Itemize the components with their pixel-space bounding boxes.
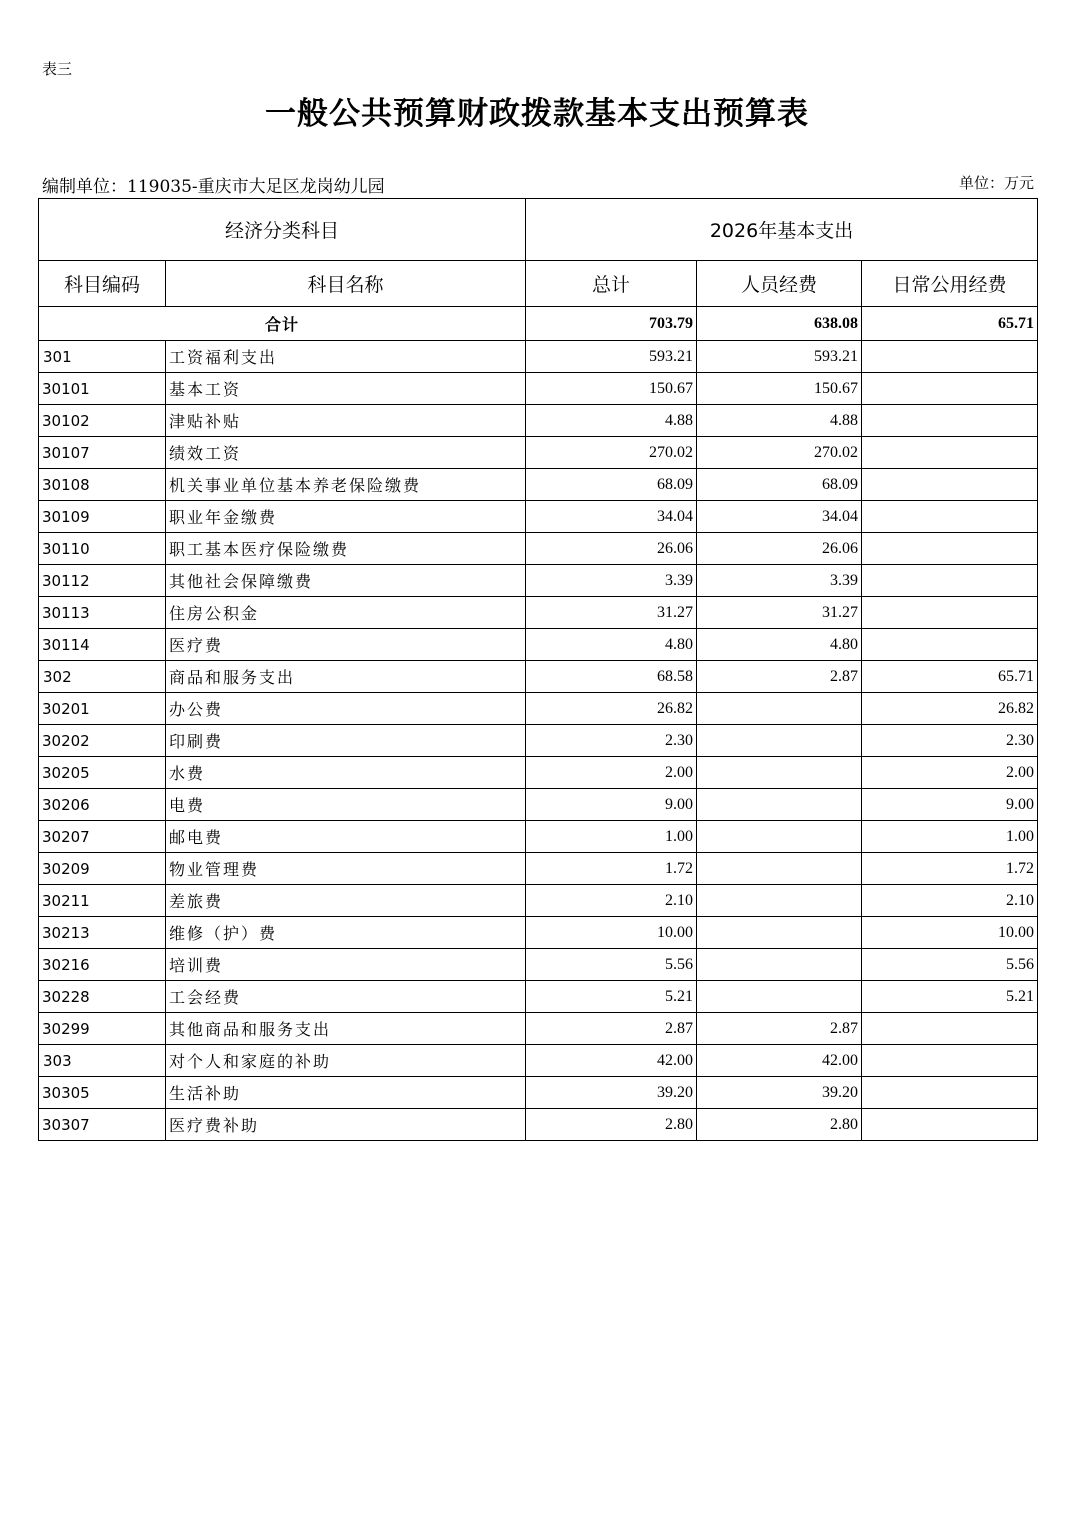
row-code: 30102: [39, 405, 166, 437]
row-code: 30228: [39, 981, 166, 1013]
row-personnel: [697, 789, 862, 821]
row-personnel: [697, 917, 862, 949]
row-personnel: 4.88: [697, 405, 862, 437]
total-public: 65.71: [862, 307, 1038, 341]
row-public: [862, 373, 1038, 405]
row-total: 10.00: [526, 917, 697, 949]
row-public: [862, 533, 1038, 565]
row-personnel: 39.20: [697, 1077, 862, 1109]
header-total: 总计: [526, 261, 697, 307]
row-name: 印刷费: [166, 725, 526, 757]
row-name: 基本工资: [166, 373, 526, 405]
row-total: 42.00: [526, 1045, 697, 1077]
row-code: 30213: [39, 917, 166, 949]
row-code: 302: [39, 661, 166, 693]
row-total: 4.88: [526, 405, 697, 437]
row-name: 津贴补贴: [166, 405, 526, 437]
table-row: [39, 373, 1038, 405]
header-public: 日常公用经费: [862, 261, 1038, 307]
row-personnel: 4.80: [697, 629, 862, 661]
row-public: 1.72: [862, 853, 1038, 885]
row-name: 职工基本医疗保险缴费: [166, 533, 526, 565]
row-personnel: [697, 725, 862, 757]
table-row: [39, 725, 1038, 757]
row-personnel: [697, 981, 862, 1013]
row-total: 2.00: [526, 757, 697, 789]
row-code: 30202: [39, 725, 166, 757]
table-row: [39, 629, 1038, 661]
row-public: [862, 405, 1038, 437]
row-public: [862, 1077, 1038, 1109]
row-public: 1.00: [862, 821, 1038, 853]
header-code: 科目编码: [39, 261, 166, 307]
row-code: 30207: [39, 821, 166, 853]
header-basic-expenditure: 2026年基本支出: [526, 199, 1038, 261]
row-total: 4.80: [526, 629, 697, 661]
row-public: 5.56: [862, 949, 1038, 981]
row-public: [862, 565, 1038, 597]
row-public: [862, 437, 1038, 469]
row-total: 593.21: [526, 341, 697, 373]
row-personnel: 26.06: [697, 533, 862, 565]
table-row: [39, 885, 1038, 917]
row-public: [862, 341, 1038, 373]
header-economic-classification: 经济分类科目: [39, 199, 526, 261]
row-code: 30307: [39, 1109, 166, 1141]
row-public: 65.71: [862, 661, 1038, 693]
row-total: 2.87: [526, 1013, 697, 1045]
row-total: 5.21: [526, 981, 697, 1013]
row-personnel: 593.21: [697, 341, 862, 373]
row-code: 30211: [39, 885, 166, 917]
table-row: [39, 789, 1038, 821]
table-row: [39, 1109, 1038, 1141]
row-total: 26.82: [526, 693, 697, 725]
header-name: 科目名称: [166, 261, 526, 307]
row-personnel: [697, 949, 862, 981]
row-name: 电费: [166, 789, 526, 821]
row-personnel: [697, 885, 862, 917]
row-total: 270.02: [526, 437, 697, 469]
table-row: [39, 501, 1038, 533]
row-total: 2.10: [526, 885, 697, 917]
table-row: [39, 1013, 1038, 1045]
row-name: 其他商品和服务支出: [166, 1013, 526, 1045]
row-name: 办公费: [166, 693, 526, 725]
row-total: 1.72: [526, 853, 697, 885]
table-row: [39, 597, 1038, 629]
row-total: 31.27: [526, 597, 697, 629]
row-name: 其他社会保障缴费: [166, 565, 526, 597]
row-name: 生活补助: [166, 1077, 526, 1109]
table-row: [39, 693, 1038, 725]
row-public: 5.21: [862, 981, 1038, 1013]
table-row: [39, 1045, 1038, 1077]
row-total: 68.58: [526, 661, 697, 693]
row-public: [862, 469, 1038, 501]
row-name: 差旅费: [166, 885, 526, 917]
row-public: [862, 597, 1038, 629]
row-public: 2.30: [862, 725, 1038, 757]
row-public: [862, 1013, 1038, 1045]
table-row: [39, 1077, 1038, 1109]
row-total: 9.00: [526, 789, 697, 821]
row-name: 医疗费补助: [166, 1109, 526, 1141]
row-total: 2.30: [526, 725, 697, 757]
table-row: [39, 533, 1038, 565]
row-total: 39.20: [526, 1077, 697, 1109]
row-personnel: 34.04: [697, 501, 862, 533]
row-public: 10.00: [862, 917, 1038, 949]
row-code: 30113: [39, 597, 166, 629]
row-code: 30108: [39, 469, 166, 501]
table-row: [39, 757, 1038, 789]
row-name: 工会经费: [166, 981, 526, 1013]
compiling-unit: 编制单位：119035-重庆市大足区龙岗幼儿园: [42, 177, 385, 197]
row-code: 30101: [39, 373, 166, 405]
row-code: 30209: [39, 853, 166, 885]
row-public: [862, 629, 1038, 661]
table-row: [39, 949, 1038, 981]
table-row: [39, 469, 1038, 501]
table-row: [39, 981, 1038, 1013]
row-public: [862, 501, 1038, 533]
row-public: 26.82: [862, 693, 1038, 725]
row-code: 30114: [39, 629, 166, 661]
total-row: [39, 307, 1038, 341]
row-personnel: 150.67: [697, 373, 862, 405]
row-code: 30305: [39, 1077, 166, 1109]
row-code: 30112: [39, 565, 166, 597]
row-total: 150.67: [526, 373, 697, 405]
row-code: 30201: [39, 693, 166, 725]
row-code: 30109: [39, 501, 166, 533]
row-code: 30107: [39, 437, 166, 469]
header-personnel: 人员经费: [697, 261, 862, 307]
row-name: 绩效工资: [166, 437, 526, 469]
row-total: 68.09: [526, 469, 697, 501]
row-total: 5.56: [526, 949, 697, 981]
total-personnel: 638.08: [697, 307, 862, 341]
row-personnel: [697, 757, 862, 789]
row-total: 1.00: [526, 821, 697, 853]
row-public: 2.00: [862, 757, 1038, 789]
row-name: 维修（护）费: [166, 917, 526, 949]
row-personnel: 2.87: [697, 661, 862, 693]
row-public: [862, 1045, 1038, 1077]
row-public: 2.10: [862, 885, 1038, 917]
row-personnel: [697, 853, 862, 885]
row-name: 对个人和家庭的补助: [166, 1045, 526, 1077]
row-personnel: 31.27: [697, 597, 862, 629]
table-row: [39, 661, 1038, 693]
row-name: 培训费: [166, 949, 526, 981]
row-total: 2.80: [526, 1109, 697, 1141]
row-personnel: 270.02: [697, 437, 862, 469]
table-row: [39, 917, 1038, 949]
table-row: [39, 405, 1038, 437]
row-code: 30110: [39, 533, 166, 565]
row-name: 水费: [166, 757, 526, 789]
row-personnel: 68.09: [697, 469, 862, 501]
row-name: 住房公积金: [166, 597, 526, 629]
row-name: 机关事业单位基本养老保险缴费: [166, 469, 526, 501]
row-name: 工资福利支出: [166, 341, 526, 373]
table-row: [39, 821, 1038, 853]
row-public: 9.00: [862, 789, 1038, 821]
row-personnel: 2.87: [697, 1013, 862, 1045]
row-code: 301: [39, 341, 166, 373]
row-code: 30206: [39, 789, 166, 821]
row-public: [862, 1109, 1038, 1141]
table-row: [39, 565, 1038, 597]
row-total: 26.06: [526, 533, 697, 565]
page-title: 一般公共预算财政拨款基本支出预算表: [265, 96, 809, 132]
row-total: 3.39: [526, 565, 697, 597]
currency-unit: 单位：万元: [958, 174, 1034, 192]
row-personnel: 42.00: [697, 1045, 862, 1077]
budget-table: [38, 198, 1038, 1141]
row-personnel: 2.80: [697, 1109, 862, 1141]
total-sum: 703.79: [526, 307, 697, 341]
row-code: 30205: [39, 757, 166, 789]
total-label: 合计: [39, 307, 526, 341]
table-row: [39, 341, 1038, 373]
row-code: 30216: [39, 949, 166, 981]
row-personnel: 3.39: [697, 565, 862, 597]
row-code: 30299: [39, 1013, 166, 1045]
row-personnel: [697, 693, 862, 725]
row-name: 邮电费: [166, 821, 526, 853]
row-name: 物业管理费: [166, 853, 526, 885]
row-name: 医疗费: [166, 629, 526, 661]
table-row: [39, 853, 1038, 885]
row-name: 商品和服务支出: [166, 661, 526, 693]
row-total: 34.04: [526, 501, 697, 533]
table-tag: 表三: [42, 60, 73, 78]
table-row: [39, 437, 1038, 469]
row-code: 303: [39, 1045, 166, 1077]
row-personnel: [697, 821, 862, 853]
row-name: 职业年金缴费: [166, 501, 526, 533]
